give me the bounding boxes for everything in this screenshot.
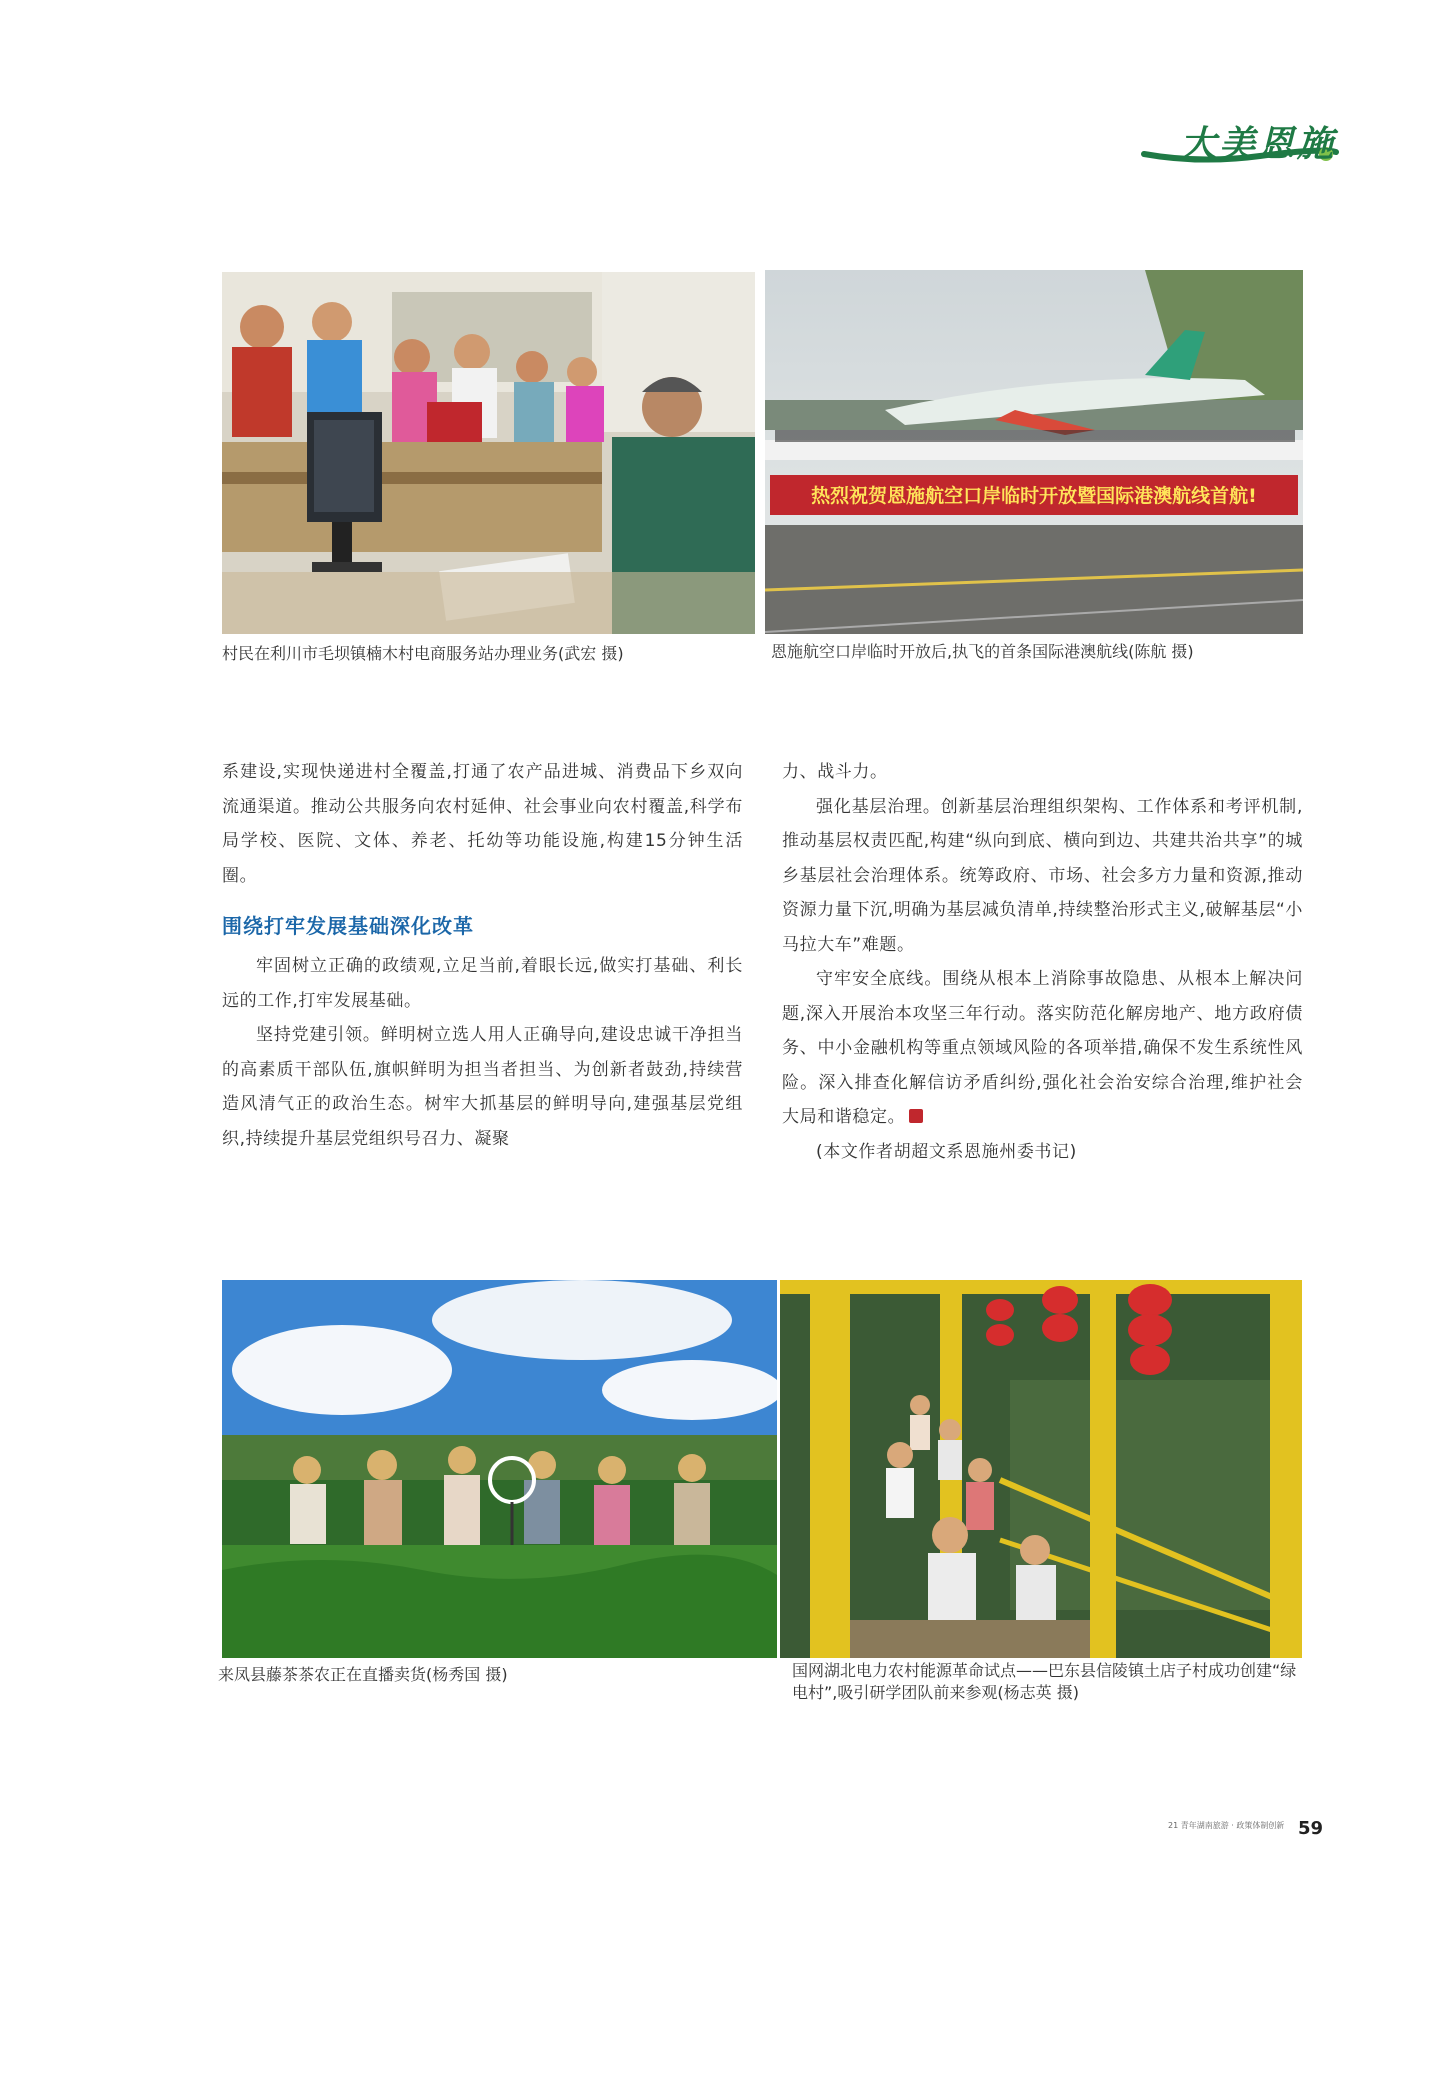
paragraph: 强化基层治理。创新基层治理组织架构、工作体系和考评机制,推动基层权责匹配,构建“纵向到底、横向到边、共建共治共享”的城乡基层社会治理体系。统筹政府、市场、社会多方力量和资源,推动资源力量下沉,明确为基层减负清单,持续整治形式主义,破解基层“小马拉大车”难题。 — [782, 796, 1303, 955]
caption-tea-farmers: 来凤县藤茶茶农正在直播卖货(杨秀国 摄) — [218, 1665, 508, 1684]
page-number: 59 — [1298, 1818, 1324, 1839]
magazine-section-logo — [1140, 112, 1340, 172]
photo-green-electricity-village — [780, 1280, 1302, 1658]
airport-banner-text: 热烈祝贺恩施航空口岸临时开放暨国际港澳航线首航! — [811, 485, 1257, 507]
photo-tea-farmers — [222, 1280, 777, 1658]
article-left-column — [222, 755, 743, 1156]
photo-ecommerce-station — [222, 272, 755, 634]
paragraph: 牢固树立正确的政绩观,立足当前,着眼长远,做实打基础、利长远的工作,打牢发展基础。 — [222, 956, 743, 1011]
photo-airport-route — [765, 270, 1303, 634]
paragraph: 系建设,实现快递进村全覆盖,打通了农产品进城、消费品下乡双向流通渠道。推动公共服务向农村延伸、社会事业向农村覆盖,科学布局学校、医院、文体、养老、托幼等功能设施,构建15分钟生活圈。 — [222, 762, 743, 886]
caption-green-electricity-village: 国网湖北电力农村能源革命试点——巴东县信陵镇土店子村成功创建“绿电村”,吸引研学团队前来参观(杨志英 摄) — [792, 1661, 1297, 1702]
footer-journal-name: 21 青年湖南旅游 · 政策体制创新 — [1168, 1821, 1285, 1830]
logo-text: 大美恩施 — [1180, 123, 1337, 165]
end-of-article-mark — [909, 1109, 923, 1123]
caption-airport-route: 恩施航空口岸临时开放后,执飞的首条国际港澳航线(陈航 摄) — [771, 642, 1194, 661]
article-right-column — [782, 755, 1303, 1169]
paragraph-text: 守牢安全底线。围绕从根本上消除事故隐患、从根本上解决问题,深入开展治本攻坚三年行动。落实防范化解房地产、地方政府债务、中小金融机构等重点领域风险的各项举措,确保不发生系统性风险。深入排查化解信访矛盾纠纷,强化社会治安综合治理,维护社会大局和谐稳定。 — [782, 969, 1303, 1127]
author-byline: (本文作者胡超文系恩施州委书记) — [816, 1141, 1077, 1162]
section-heading: 围绕打牢发展基础深化改革 — [222, 914, 474, 938]
paragraph: 坚持党建引领。鲜明树立选人用人正确导向,建设忠诚干净担当的高素质干部队伍,旗帜鲜明为担当者担当、为创新者鼓劲,持续营造风清气正的政治生态。树牢大抓基层的鲜明导向,建强基层党组织,持续提升基层党组织号召力、凝聚 — [222, 1025, 743, 1149]
caption-ecommerce-station: 村民在利川市毛坝镇楠木村电商服务站办理业务(武宏 摄) — [222, 644, 624, 663]
paragraph — [782, 962, 1303, 1135]
paragraph: 力、战斗力。 — [782, 762, 888, 782]
